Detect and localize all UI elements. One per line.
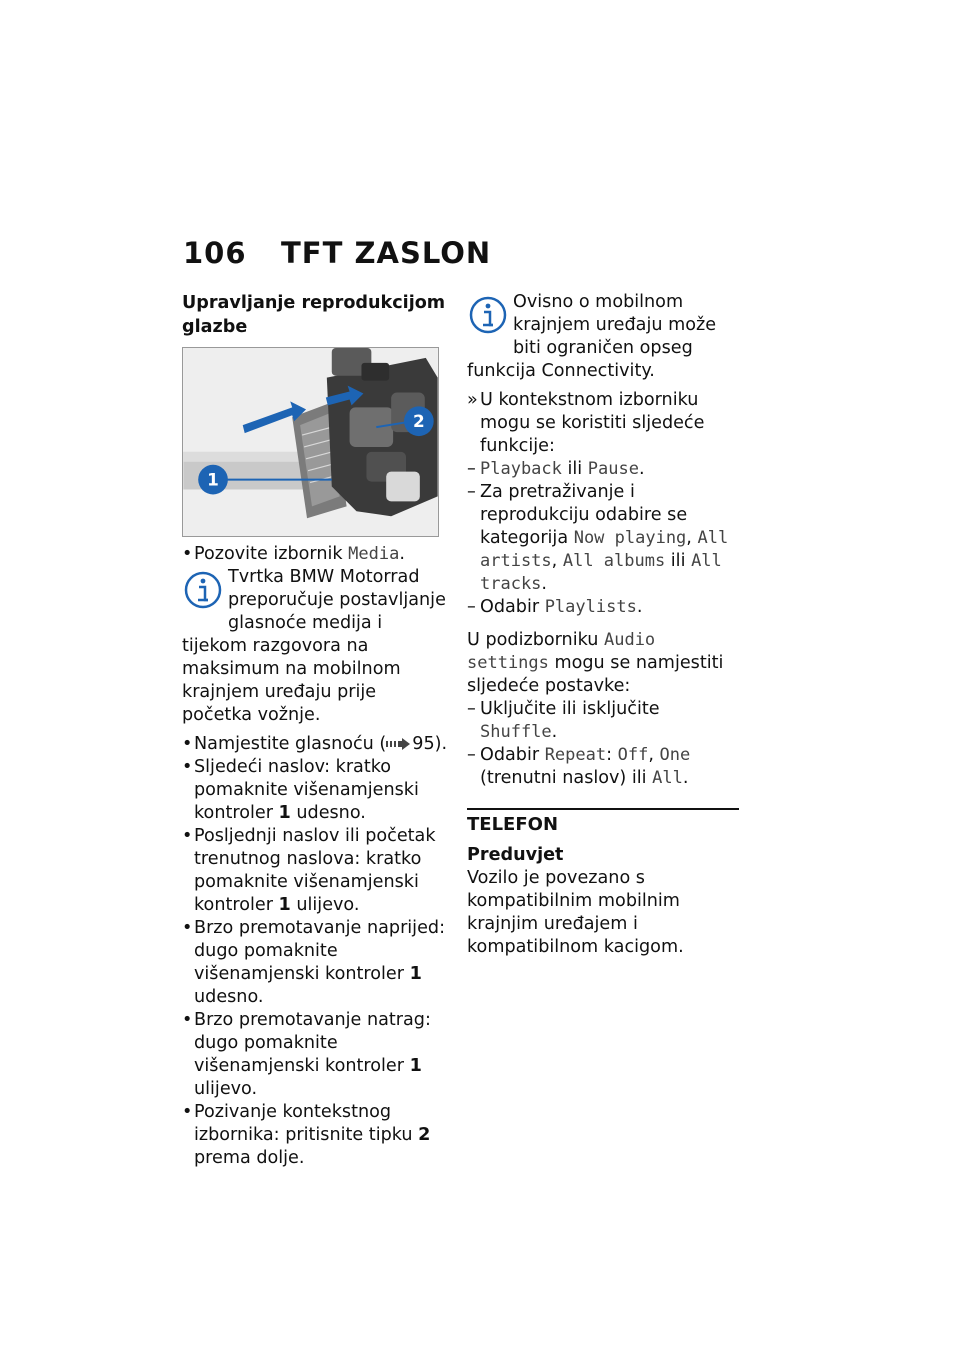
bullet-item: • Sljedeći naslov: kratko pomaknite višenamjenski kontroler 1 udesno. [182, 756, 450, 825]
handlebar-controls-figure [182, 347, 439, 537]
bullet-item: • Namjestite glasnoću ( 95). [182, 733, 450, 756]
section-divider [467, 808, 739, 810]
left-column [182, 291, 450, 1170]
bullet-item: • Brzo premotavanje naprijed: dugo pomaknite višenamjenski kontroler 1 udesno. [182, 917, 450, 1009]
callout-1: 1 [207, 469, 219, 490]
bullet-item: • Brzo premotavanje natrag: dugo pomaknite višenamjenski kontroler 1 ulijevo. [182, 1009, 450, 1101]
right-column [467, 291, 739, 959]
page-number: 106 [183, 236, 247, 270]
callout-2: 2 [412, 411, 425, 432]
bullet-item: • Posljednji naslov ili početak trenutnog naslova: kratko pomaknite višenamjenski kontroler 1 ulijevo. [182, 825, 450, 917]
info-icon [467, 294, 509, 338]
dash-item: – Za pretraživanje i reprodukciju odabire se kategorija Now playing, All artists, All albums ili All tracks. [467, 481, 739, 596]
paragraph: U podizborniku Audio settings mogu se namjestiti sljedeće postavke: [467, 630, 724, 696]
page-reference-arrow-icon [386, 738, 412, 750]
step-item: » U kontekstnom izborniku mogu se koristiti sljedeće funkcije: [467, 389, 739, 458]
bullet-item: • Pozivanje kontekstnog izbornika: pritisnite tipku 2 prema dolje. [182, 1101, 450, 1170]
paragraph: Vozilo je povezano s kompatibilnim mobilnim krajnjim uređajem i kompatibilnom kacigom. [467, 868, 684, 957]
chapter-title: TFT ZASLON [281, 236, 492, 270]
dash-item: – Playback ili Pause. [467, 458, 739, 481]
dash-item: – Odabir Repeat: Off, One (trenutni naslov) ili All. [467, 744, 739, 790]
subheading-preduvjet: Preduvjet [467, 845, 564, 865]
info-note: Tvrtka BMW Motorrad preporučuje postavljanje glasnoće medija i tijekom razgovora na maksimum na mobilnom krajnjem uređaju prije početka vožnje. [182, 567, 446, 725]
info-note: Ovisno o mobilnom krajnjem uređaju može biti ograničen opseg funkcija Connectivity. [467, 292, 717, 381]
section-heading: Upravljanje reprodukcijom glazbe [182, 293, 446, 337]
section-title-telefon: TELEFON [467, 814, 559, 835]
bullet-item: • Pozovite izbornik Media. [182, 543, 450, 566]
dash-item: – Uključite ili isključite Shuffle. [467, 698, 739, 744]
info-icon [182, 569, 224, 613]
dash-item: – Odabir Playlists. [467, 596, 739, 619]
